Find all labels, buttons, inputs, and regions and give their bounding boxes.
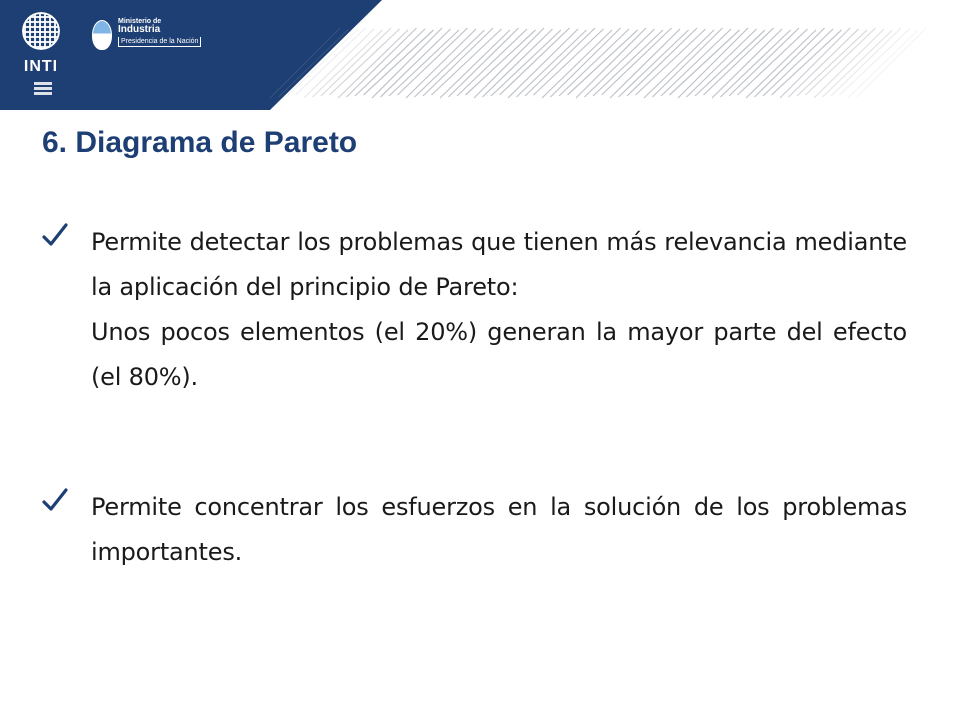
inti-bars-icon <box>34 82 52 97</box>
bullet-1-paragraph-2: Unos pocos elementos (el 20%) generan la mayor parte del efecto (el 80%). <box>91 318 907 391</box>
header-band <box>0 0 960 110</box>
ministry-line2: Industria <box>118 24 161 36</box>
ministry-line3: Presidencia de la Nación <box>118 37 201 47</box>
checkmark-icon <box>40 485 70 515</box>
bullet-1-paragraph-1: Permite detectar los problemas que tienen más relevancia mediante la aplicación del principio de Pareto: <box>91 228 907 301</box>
ministry-logo <box>92 18 201 58</box>
ministry-line1: Ministerio de <box>118 18 162 25</box>
inti-logo <box>10 12 72 98</box>
checkmark-icon <box>40 220 70 250</box>
slide-title: 6. Diagrama de Pareto <box>42 126 358 159</box>
inti-grid-icon <box>22 12 60 50</box>
bullet-2-paragraph-1: Permite concentrar los esfuerzos en la solución de los problemas importantes. <box>91 493 907 566</box>
inti-logo-text: INTI <box>23 58 59 75</box>
national-shield-icon <box>92 20 112 50</box>
bullet-item-2 <box>40 485 910 575</box>
bullet-item-1 <box>40 220 910 400</box>
